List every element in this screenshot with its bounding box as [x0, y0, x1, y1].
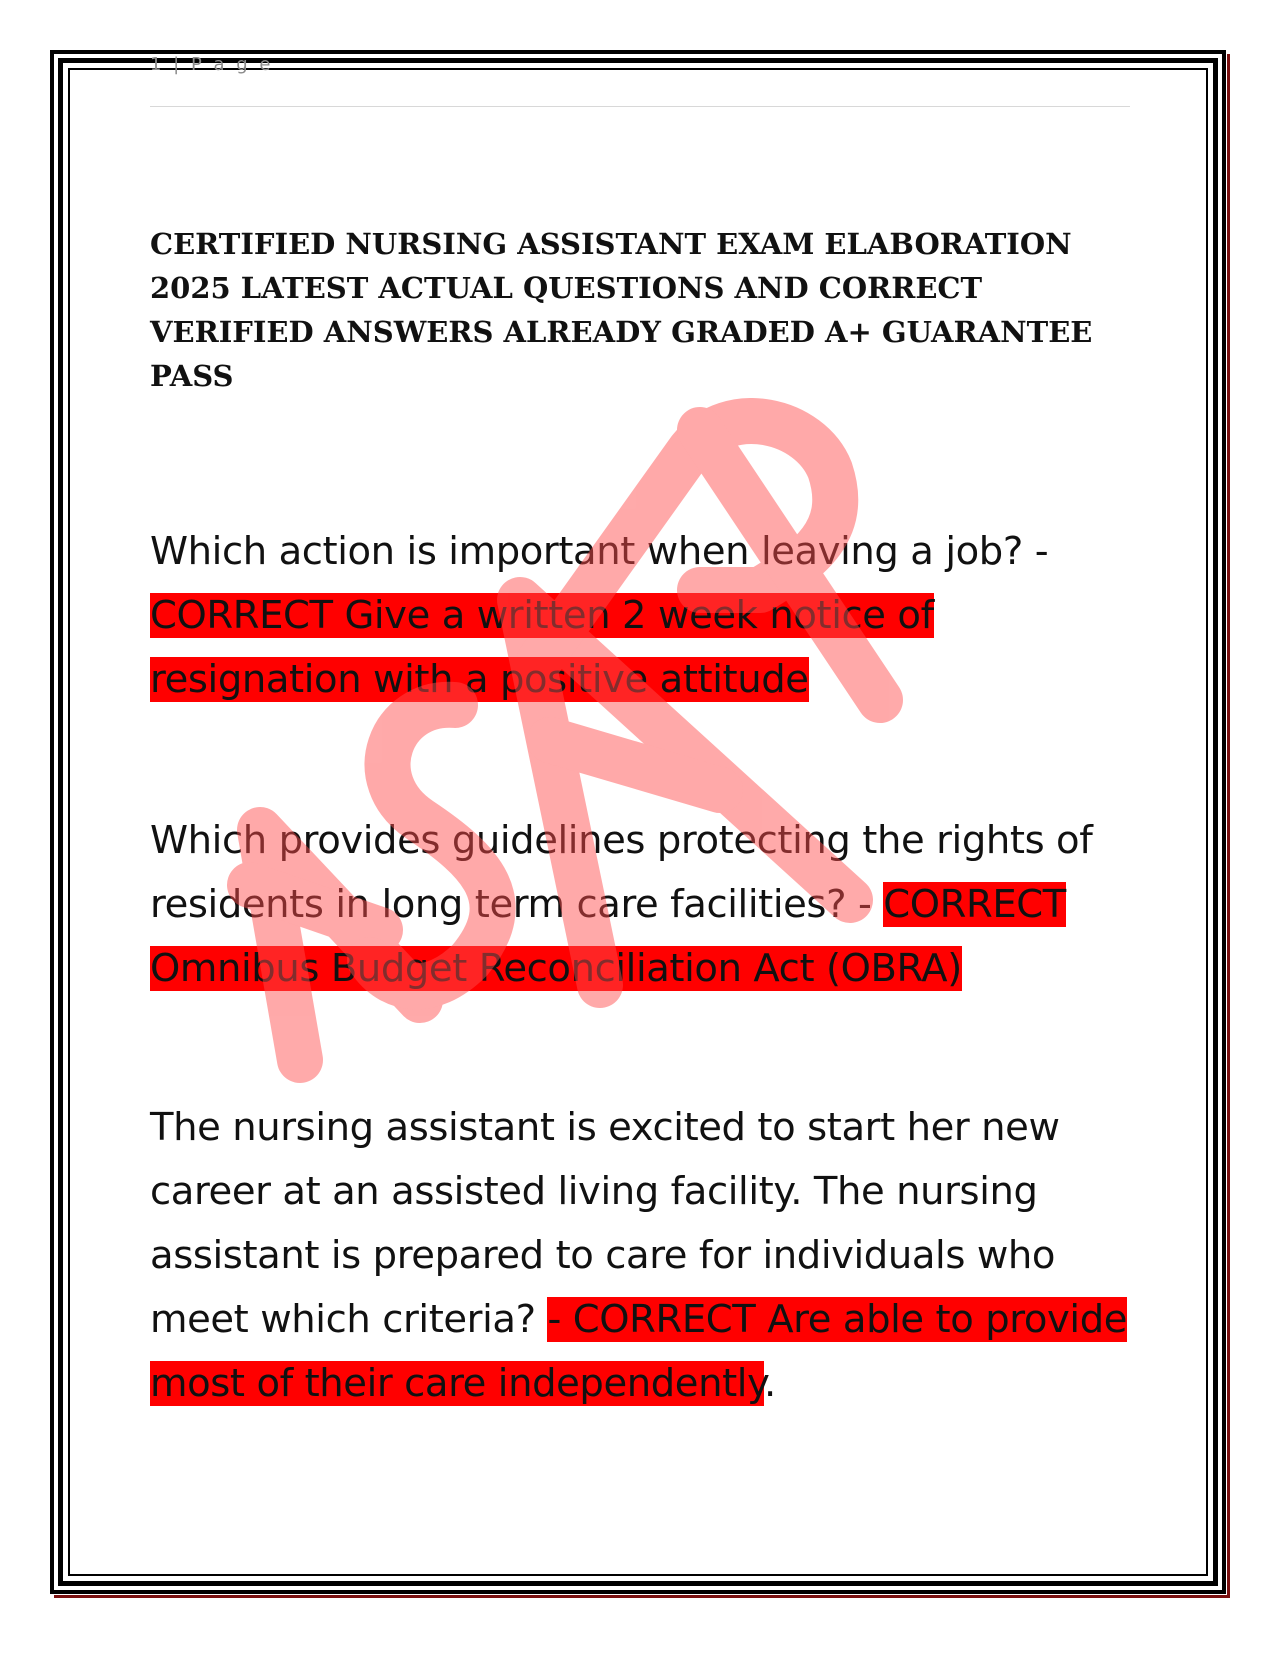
qa-item — [150, 809, 1140, 1001]
page-number-label: 1 | P a g e — [150, 56, 274, 75]
qa-item — [150, 1096, 1140, 1416]
answer-trailing: . — [763, 1361, 776, 1406]
document-title: CERTIFIED NURSING ASSISTANT EXAM ELABORATION 2025 LATEST ACTUAL QUESTIONS AND CORRECT VERIFIED ANSWERS ALREADY GRADED A+ GUARANTEE PASS — [150, 227, 1093, 393]
page-header — [150, 56, 1130, 107]
answer-highlight: CORRECT Give a written 2 week notice of resignation with a positive attitude — [150, 593, 934, 702]
qa-item — [150, 520, 1140, 712]
answer-highlight: CORRECT Omnibus Budget Reconciliation Act (OBRA) — [150, 882, 1066, 991]
question-text: Which provides guidelines protecting the rights of residents in long term care facilities? - — [150, 818, 1093, 927]
question-text: The nursing assistant is excited to start her new career at an assisted living facility. The nursing assistant is prepared to care for individuals who meet which criteria? — [150, 1105, 1060, 1342]
answer-highlight: - CORRECT Are able to provide most of their care independently — [150, 1297, 1128, 1406]
question-text: Which action is important when leaving a job? - — [150, 529, 1049, 574]
